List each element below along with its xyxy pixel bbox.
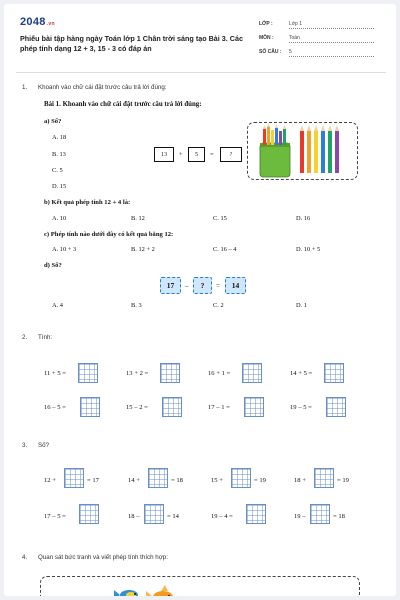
q3-expression-left: 15 + [211, 477, 223, 484]
class-value: Lớp 1 [289, 21, 374, 29]
q1b-option[interactable]: A. 10 [52, 215, 67, 222]
q1d-option[interactable]: D. 1 [296, 302, 308, 309]
q1b-option[interactable]: C. 15 [213, 215, 227, 222]
q1d-option[interactable]: B. 3 [131, 302, 142, 309]
question-number: 1. [22, 84, 28, 91]
question-text: Quan sát bức tranh và viết phép tính thích hợp: [38, 554, 168, 561]
q2-expression: 16 + 1 = [208, 370, 231, 377]
answer-grid[interactable] [314, 468, 334, 488]
q1d-eq-number: 17 [160, 277, 181, 294]
q3-expression-left: 19 – [294, 513, 306, 520]
q1a-eq-equals: = [210, 151, 214, 158]
q3-expression-right: = 18 [171, 477, 183, 484]
subject-value: Toán [289, 35, 374, 43]
q2-expression: 16 – 5 = [44, 404, 66, 411]
q1d-eq-answer-box[interactable]: ? [193, 277, 212, 294]
q1a-option[interactable]: C. 5 [52, 167, 63, 174]
q1a-eq-number: 5 [188, 147, 205, 162]
pencils-picture-frame [247, 122, 358, 180]
subject-label: MÔN : [259, 35, 274, 41]
answer-grid[interactable] [79, 504, 99, 524]
q3-expression-left: 14 + [128, 477, 140, 484]
q1b-label: b) Kết quả phép tính 12 + 4 là: [44, 199, 131, 206]
q1a-option[interactable]: D. 15 [52, 183, 67, 190]
q1d-option[interactable]: A. 4 [52, 302, 64, 309]
answer-grid[interactable] [78, 363, 98, 383]
q1a-eq-answer-box[interactable]: ? [220, 147, 242, 162]
worksheet-header [4, 4, 396, 66]
question-number: 3. [22, 442, 28, 449]
header-divider [16, 72, 386, 73]
q1d-eq-operator: – [185, 282, 189, 290]
pencils-illustration [248, 123, 359, 181]
q2-expression: 15 – 2 = [126, 404, 148, 411]
q1-heading: Bài 1. Khoanh vào chữ cái đặt trước câu trả lời đúng: [44, 101, 202, 108]
answer-grid[interactable] [246, 504, 266, 524]
q1c-option[interactable]: C. 16 – 4 [213, 246, 237, 253]
answer-grid[interactable] [80, 397, 100, 417]
q1c-option[interactable]: A. 10 + 3 [52, 246, 77, 253]
q3-expression-left: 17 – 5 = [44, 513, 66, 520]
q1c-option[interactable]: D. 10 + 5 [296, 246, 321, 253]
q1a-option[interactable]: B. 13 [52, 151, 66, 158]
worksheet-page [4, 4, 396, 596]
q3-expression-right: = 18 [333, 513, 345, 520]
answer-grid[interactable] [231, 468, 251, 488]
q3-expression-left: 18 – [128, 513, 140, 520]
fish-illustration [41, 577, 361, 596]
q2-expression: 11 + 5 = [44, 370, 67, 377]
question-text: Khoanh vào chữ cái đặt trước câu trả lời đúng: [38, 84, 167, 91]
q1c-label: c) Phép tính nào dưới đây có kết quả bằng 12: [44, 231, 174, 238]
answer-grid[interactable] [160, 363, 180, 383]
q1a-eq-operator: + [179, 151, 183, 158]
answer-grid[interactable] [244, 397, 264, 417]
q2-expression: 17 – 1 = [208, 404, 230, 411]
q3-expression-right: = 17 [87, 477, 99, 484]
site-logo[interactable]: 2048.vn [20, 16, 55, 28]
q2-expression: 14 + 5 = [290, 370, 313, 377]
q3-expression-left: 18 + [294, 477, 306, 484]
q3-expression-right: = 19 [337, 477, 349, 484]
answer-grid[interactable] [310, 504, 330, 524]
q3-expression-left: 12 + [44, 477, 56, 484]
q3-expression-right: = 14 [167, 513, 179, 520]
q1a-option[interactable]: A. 18 [52, 134, 67, 141]
q1a-eq-number: 13 [154, 147, 174, 162]
q1b-option[interactable]: B. 12 [131, 215, 145, 222]
question-number: 4. [22, 554, 28, 561]
question-text: Số? [38, 442, 50, 449]
question-count-label: SỐ CÂU : [259, 49, 282, 55]
q1d-eq-number: 14 [225, 277, 246, 294]
answer-grid[interactable] [144, 504, 164, 524]
q1d-eq-equals: = [216, 282, 220, 290]
q3-expression-left: 19 – 4 = [211, 513, 233, 520]
question-number: 2. [22, 334, 28, 341]
q1a-label: a) Số? [44, 118, 62, 125]
answer-grid[interactable] [64, 468, 84, 488]
q1d-option[interactable]: C. 2 [213, 302, 224, 309]
answer-grid[interactable] [148, 468, 168, 488]
worksheet-title: Phiếu bài tập hàng ngày Toán lớp 1 Chân trời sáng tạo Bài 3. Các phép tính dạng 12 + 3, 15 - 3 có đáp án [20, 34, 243, 53]
answer-grid[interactable] [162, 397, 182, 417]
class-label: LỚP : [259, 21, 273, 27]
q3-expression-right: = 19 [254, 477, 266, 484]
q1b-option[interactable]: D. 16 [296, 215, 311, 222]
question-text: Tính: [38, 334, 53, 341]
answer-grid[interactable] [242, 363, 262, 383]
q2-expression: 13 + 2 = [126, 370, 149, 377]
answer-grid[interactable] [326, 397, 346, 417]
q4-picture-frame [40, 576, 360, 596]
answer-grid[interactable] [324, 363, 344, 383]
q1c-option[interactable]: B. 12 + 2 [131, 246, 155, 253]
question-count-value: 5 [289, 49, 374, 57]
q2-expression: 19 – 5 = [290, 404, 312, 411]
q1d-label: d) Số? [44, 262, 62, 269]
